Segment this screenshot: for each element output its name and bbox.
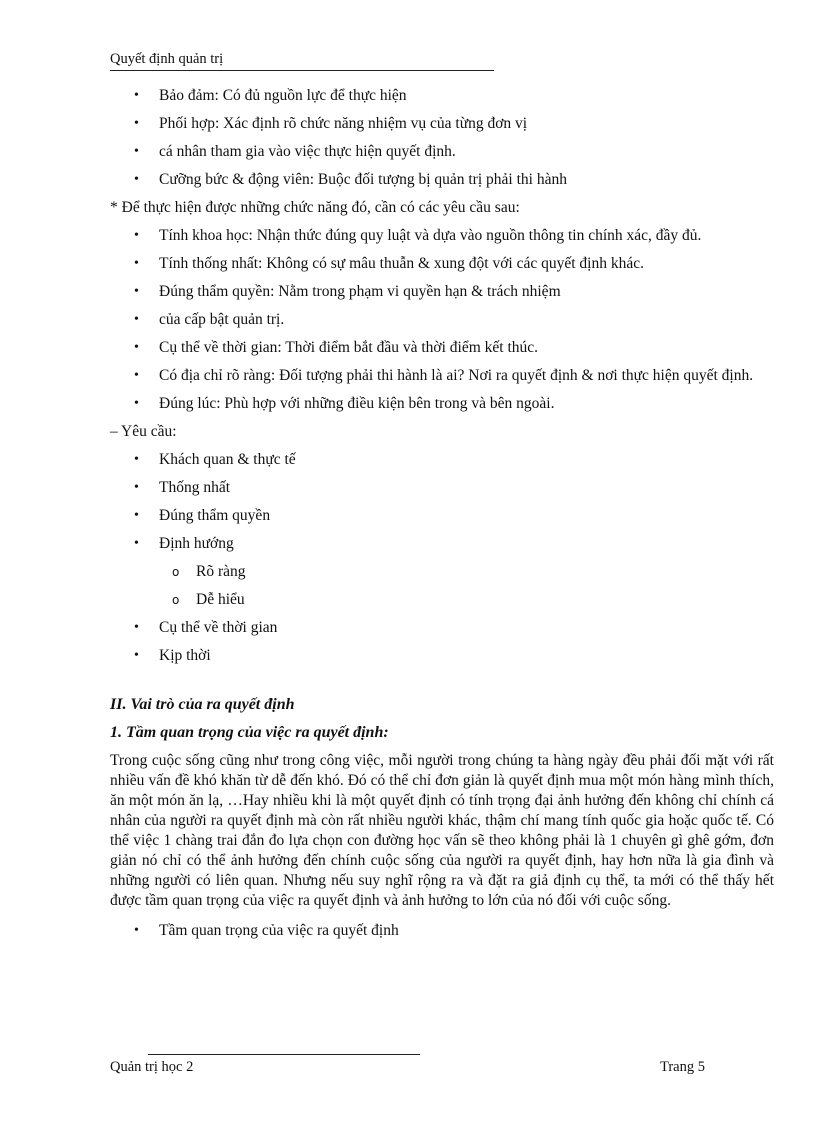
- sub-list-item: o Dễ hiểu: [172, 591, 245, 608]
- bullet-icon: •: [134, 312, 139, 327]
- list-item: • Cụ thể về thời gian: Thời điểm bắt đầu và thời điểm kết thúc.: [134, 339, 539, 356]
- yeu-cau-label: – Yêu cầu:: [110, 423, 177, 440]
- requirements-intro: * Để thực hiện được những chức năng đó, cần có các yêu cầu sau:: [110, 199, 520, 216]
- list-item: • Đúng lúc: Phù hợp với những điều kiện bên trong và bên ngoài.: [134, 395, 555, 412]
- bullet-icon: •: [134, 368, 139, 383]
- list-item: • Cụ thể về thời gian: [134, 619, 278, 636]
- list-item: • Kịp thời: [134, 647, 211, 664]
- list-item: • Cưỡng bức & động viên: Buộc đối tượng bị quản trị phải thi hành: [134, 171, 567, 188]
- list-item: • Bảo đảm: Có đủ nguồn lực để thực hiện: [134, 87, 407, 104]
- bullet-icon: •: [134, 284, 139, 299]
- bullet-icon: •: [134, 620, 139, 635]
- list-item: • của cấp bật quản trị.: [134, 311, 285, 328]
- list-item: • Tính khoa học: Nhận thức đúng quy luật và dựa vào nguồn thông tin chính xác, đầy đủ.: [134, 227, 702, 244]
- list-item: • Đúng thẩm quyền: [134, 507, 271, 524]
- circle-bullet-icon: o: [172, 593, 180, 607]
- body-paragraph: Trong cuộc sống cũng như trong công việc, mỗi người trong chúng ta hàng ngày đều phải đối mặt với rất nhiều vấn đề khó khăn từ dễ đến khó. Đó có thể chỉ đơn giản là quyết định mua một món hàng mình thích, ăn một món ăn lạ, …Hay nhiều khi là một quyết định có tính trọng đại ảnh hưởng đến không chỉ chính cá nhân của người ra quyết định mà còn rất nhiều người khác, thậm chí mang tính quốc gia hoặc quốc tế. Có thể việc 1 chàng trai đắn đo lựa chọn con đường học vấn sẽ theo không phải là 1 chuyên gì ghê gớm, đơn giản nó chỉ có thể ảnh hưởng đến chính cuộc sống của người ra quyết định, hay hơn nữa là gia đình và những người có liên quan. Nhưng nếu suy nghĩ rộng ra và đặt ra giả định cụ thể, ta mới có thể thấy hết được tầm quan trọng của việc ra quyết định và ảnh hưởng to lớn của nó đối với cuộc sống.: [110, 752, 774, 909]
- bullet-icon: •: [134, 452, 139, 467]
- bullet-icon: •: [134, 256, 139, 271]
- sub-list-item: o Rõ ràng: [172, 563, 246, 580]
- list-item: • Tính thống nhất: Không có sự mâu thuẫn & xung đột với các quyết định khác.: [134, 255, 644, 272]
- bullet-icon: •: [134, 144, 139, 159]
- list-item: • Thống nhất: [134, 479, 231, 496]
- list-item: • Tầm quan trọng của việc ra quyết định: [134, 922, 399, 939]
- subsection-heading: 1. Tầm quan trọng của việc ra quyết định:: [110, 724, 389, 741]
- footer-divider: [148, 1054, 420, 1055]
- list-item: • Định hướng: [134, 535, 234, 552]
- bullet-icon: •: [134, 508, 139, 523]
- circle-bullet-icon: o: [172, 565, 180, 579]
- footer-page-number: Trang 5: [660, 1059, 705, 1075]
- list-item: • Khách quan & thực tế: [134, 451, 296, 468]
- bullet-list-requirements: [110, 226, 774, 413]
- section-heading: II. Vai trò của ra quyết định: [110, 696, 295, 713]
- page-header: [110, 50, 494, 71]
- list-item: • cá nhân tham gia vào việc thực hiện quyết định.: [134, 143, 456, 160]
- bullet-list-functions: [110, 86, 774, 189]
- bullet-icon: •: [134, 116, 139, 131]
- bullet-list-final: [110, 921, 774, 940]
- bullet-icon: •: [134, 228, 139, 243]
- bullet-icon: •: [134, 340, 139, 355]
- bullet-icon: •: [134, 648, 139, 663]
- bullet-icon: •: [134, 480, 139, 495]
- page-content: [110, 86, 774, 949]
- list-item: • Có địa chỉ rõ ràng: Đối tượng phải thi hành là ai? Nơi ra quyết định & nơi thực hiện quyết định.: [134, 367, 754, 384]
- header-title: Quyết định quản trị: [110, 51, 224, 67]
- list-item: • Đúng thẩm quyền: Nằm trong phạm vi quyền hạn & trách nhiệm: [134, 283, 561, 300]
- footer-course: Quản trị học 2: [110, 1059, 194, 1075]
- bullet-list-yeu-cau: [110, 450, 774, 665]
- bullet-icon: •: [134, 88, 139, 103]
- bullet-icon: •: [134, 396, 139, 411]
- bullet-icon: •: [134, 172, 139, 187]
- bullet-icon: •: [134, 923, 139, 938]
- list-item: • Phối hợp: Xác định rõ chức năng nhiệm vụ của từng đơn vị: [134, 115, 528, 132]
- bullet-icon: •: [134, 536, 139, 551]
